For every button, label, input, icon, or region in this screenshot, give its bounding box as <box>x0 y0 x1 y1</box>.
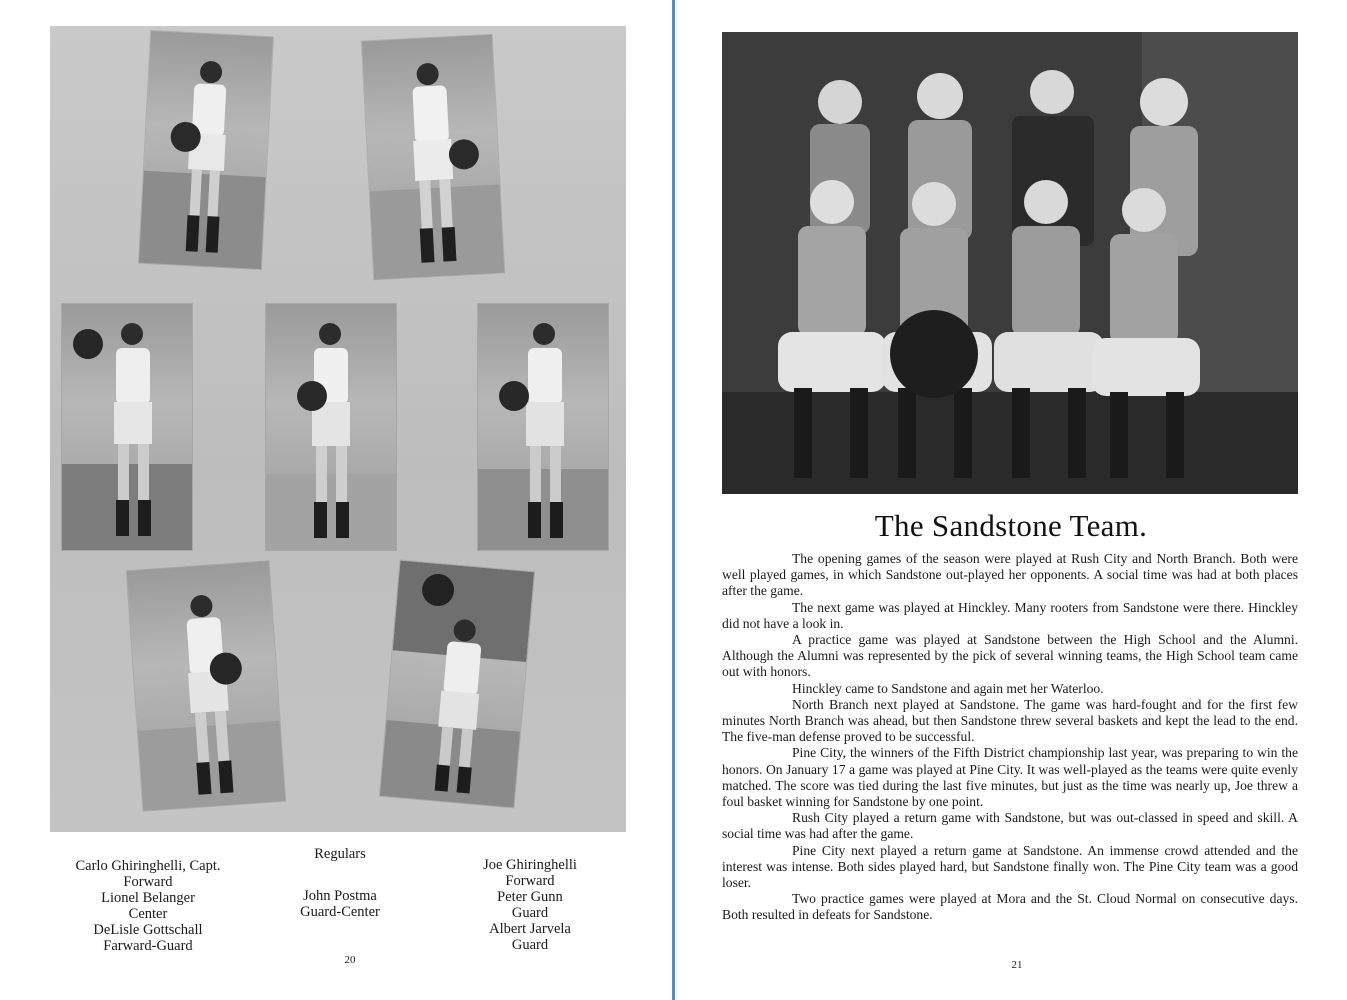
player-photo <box>62 304 192 550</box>
roster-middle-column <box>270 846 410 920</box>
player-photo <box>127 561 285 810</box>
player-photo <box>478 304 608 550</box>
article-paragraph: A practice game was played at Sandstone between the High School and the Alumni. Although the Alumni was represented by the pick of several winning teams, the High School team came out with honors. <box>722 632 1298 680</box>
article-title: The Sandstone Team. <box>874 508 1148 543</box>
player-position: Farward-Guard <box>103 938 193 954</box>
article-paragraph: Two practice games were played at Mora and the St. Cloud Normal on consecutive days. Both resulted in defeats for Sandstone. <box>722 891 1298 923</box>
article-paragraph: The next game was played at Hinckley. Many rooters from Sandstone were there. Hinckley did not have a look in. <box>722 599 1298 631</box>
player-position: Guard <box>511 937 549 953</box>
player-name: DeLisle Gottschall <box>93 922 203 938</box>
player-name: Joe Ghiringhelli <box>483 857 577 873</box>
article-paragraph: The opening games of the season were played at Rush City and North Branch. Both were well played games, in which Sandstone out-played her opponents. A social time was had at both places after the game. <box>722 551 1298 599</box>
player-name: Albert Jarvela <box>489 921 571 937</box>
player-photo <box>380 561 534 808</box>
page-number: 20 <box>344 954 356 966</box>
page-number: 21 <box>1011 959 1023 971</box>
player-name: Peter Gunn <box>497 889 563 905</box>
player-photo <box>266 304 396 550</box>
roster-right-column <box>455 857 605 953</box>
article-body <box>722 551 1298 924</box>
team-photo <box>722 32 1298 494</box>
article-paragraph: Rush City played a return game with Sandstone, but was out-classed in speed and skill. A social time was had after the game. <box>722 810 1298 842</box>
article-paragraph: Pine City, the winners of the Fifth District championship last year, was preparing to win the honors. On January 17 a game was played at Pine City. It was well-played as the teams were quite evenly matched. The score was tied during the last five minutes, but just as the time was nearly up, Joe threw a foul basket winning for Sandstone by one point. <box>722 745 1298 810</box>
regulars-heading: Regulars <box>314 846 366 862</box>
roster-left-column <box>58 858 238 954</box>
player-name: Lionel Belanger <box>101 890 195 906</box>
player-position: Guard-Center <box>300 904 380 920</box>
player-photo <box>362 35 504 279</box>
article-paragraph: Pine City next played a return game at Sandstone. An immense crowd attended and the interest was intense. Both sides played hard, but Sandstone finally won. The Pine City team was a good loser. <box>722 842 1298 891</box>
left-page <box>0 0 672 1000</box>
player-photo <box>139 31 273 269</box>
player-position: Guard <box>511 905 549 921</box>
player-photo-collage <box>50 26 626 832</box>
player-position: Center <box>128 906 168 922</box>
player-name: Carlo Ghiringhelli, Capt. <box>75 858 221 874</box>
article-paragraph: Hinckley came to Sandstone and again met her Waterloo. <box>792 680 1104 696</box>
player-position: Forward <box>123 874 173 890</box>
article-paragraph: North Branch next played at Sandstone. The game was hard-fought and for the first few minutes North Branch was ahead, but then Sandstone threw several baskets and kept the lead to the end. The five-man defense proved to be successful. <box>722 696 1298 745</box>
right-page <box>675 0 1347 1000</box>
player-position: Forward <box>505 873 555 889</box>
player-name: John Postma <box>303 888 377 904</box>
